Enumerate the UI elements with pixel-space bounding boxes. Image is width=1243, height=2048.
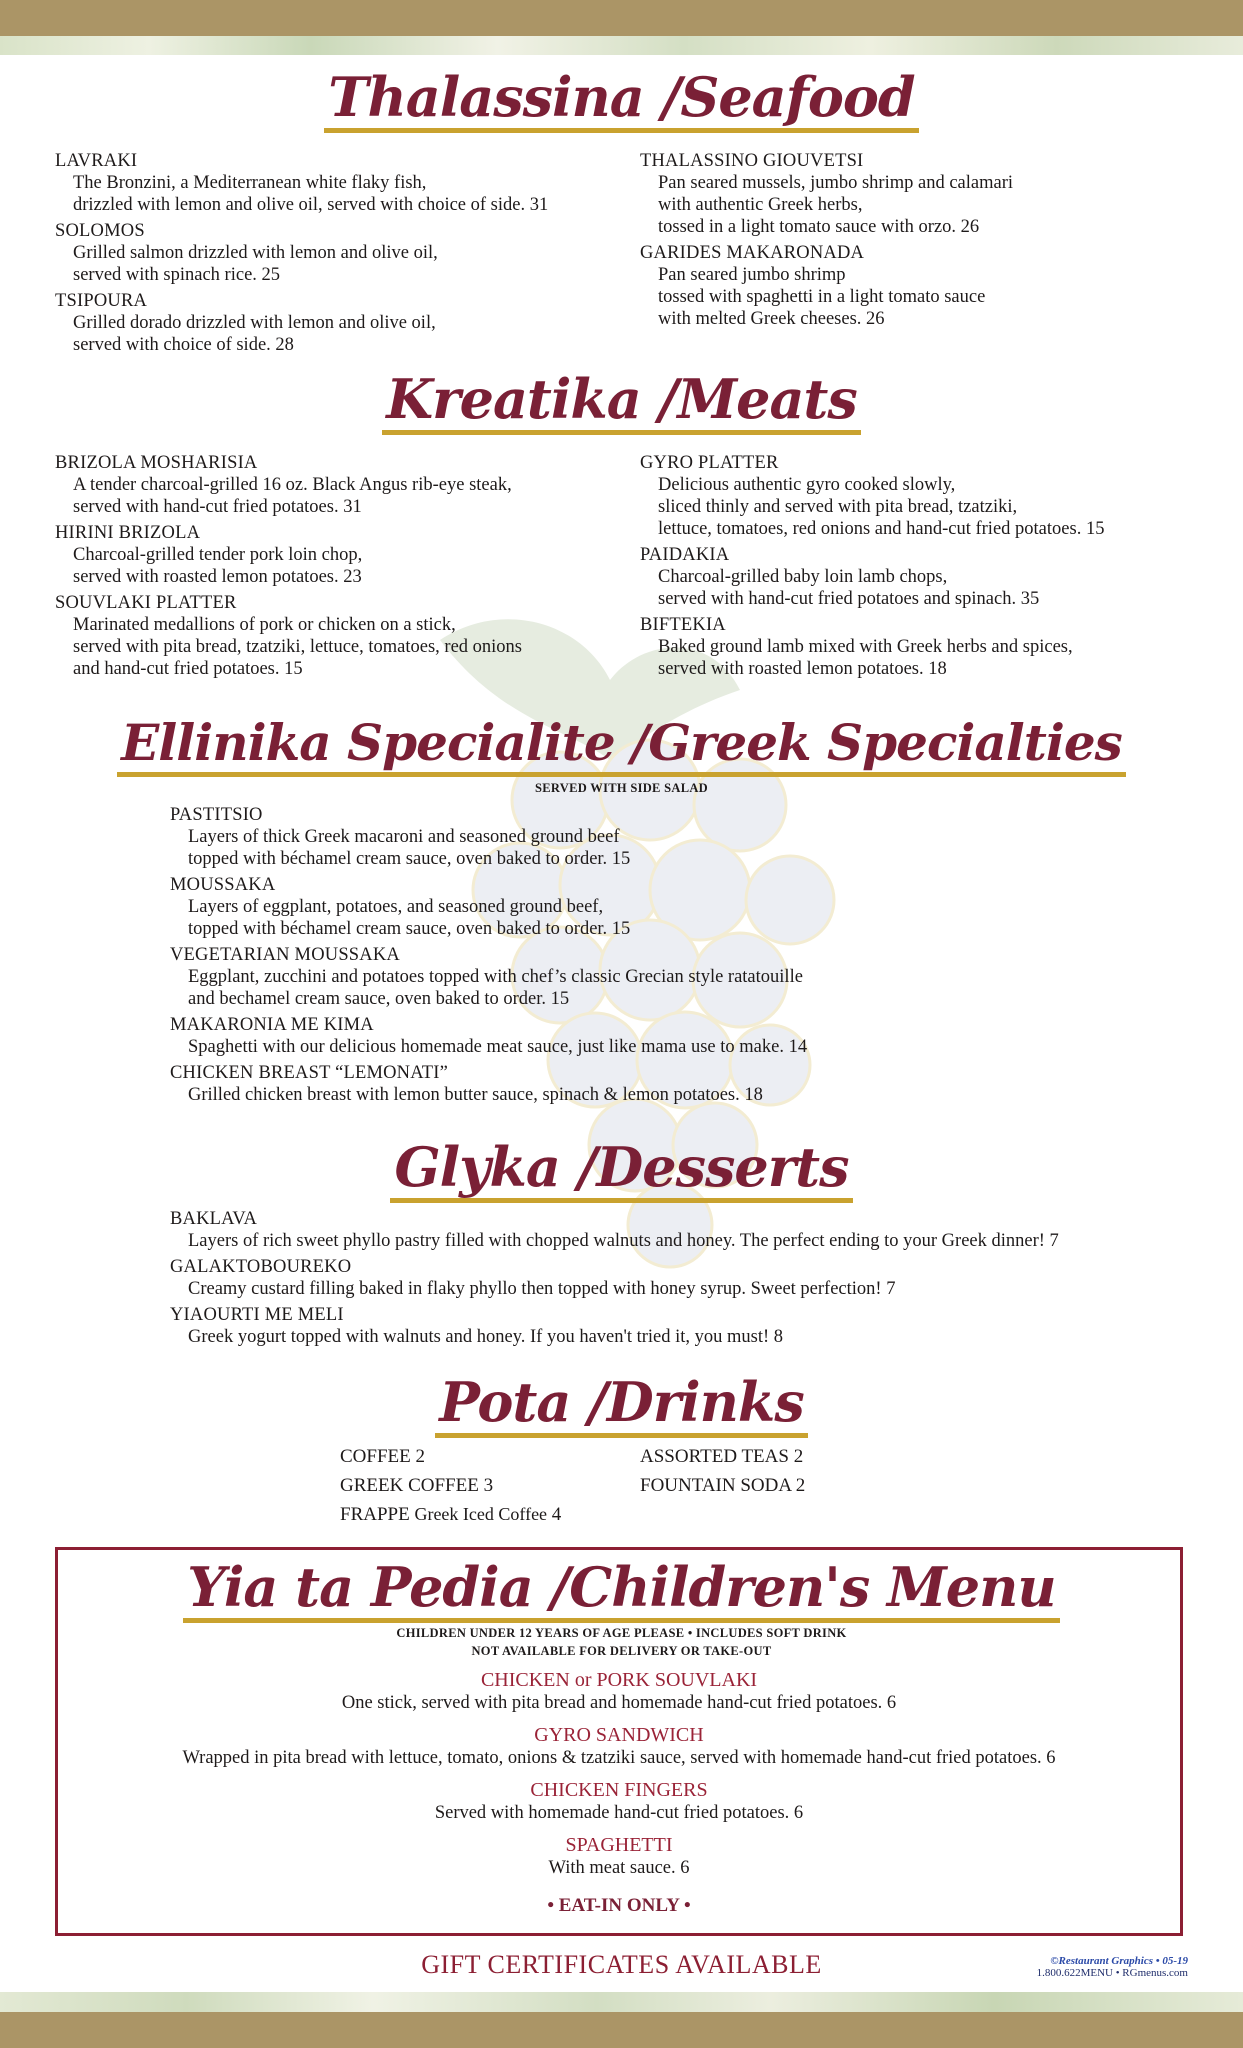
drink-item: GREEK COFFEE 3 bbox=[340, 1475, 494, 1496]
menu-item bbox=[170, 1062, 807, 1106]
item-desc: Spaghetti with our delicious homemade meat sauce, just like mama use to make. 14 bbox=[188, 1037, 808, 1057]
heading-childrens-menu: Yia ta Pedia /Children's Menu bbox=[0, 1560, 1243, 1623]
item-desc: topped with béchamel cream sauce, oven baked to order. 15 bbox=[188, 849, 631, 869]
item-name: BAKLAVA bbox=[170, 1209, 258, 1229]
item-desc: served with hand-cut fried potatoes. 31 bbox=[73, 497, 362, 517]
item-name: GYRO PLATTER bbox=[640, 453, 779, 473]
item-desc: Marinated medallions of pork or chicken on a stick, bbox=[73, 615, 456, 635]
item-desc: and bechamel cream sauce, oven baked to order. 15 bbox=[188, 989, 570, 1009]
menu-item bbox=[170, 874, 807, 940]
item-name: BIFTEKIA bbox=[640, 615, 726, 635]
item-name: TSIPOURA bbox=[55, 291, 148, 311]
item-desc: served with pita bread, tzatziki, lettuce, tomatoes, red onions bbox=[73, 637, 522, 657]
item-desc: with melted Greek cheeses. 26 bbox=[658, 309, 885, 329]
menu-item bbox=[55, 290, 548, 356]
item-desc: served with choice of side. 28 bbox=[73, 335, 294, 355]
item-name: MAKARONIA ME KIMA bbox=[170, 1015, 374, 1035]
menu-item bbox=[640, 242, 1013, 330]
childrens-note-2: NOT AVAILABLE FOR DELIVERY OR TAKE-OUT bbox=[471, 1644, 772, 1658]
menu-item bbox=[170, 1256, 1059, 1300]
item-name: GARIDES MAKARONADA bbox=[640, 243, 865, 263]
drink-item: COFFEE 2 bbox=[340, 1446, 425, 1467]
item-desc: Delicious authentic gyro cooked slowly, bbox=[658, 475, 956, 495]
top-band bbox=[0, 0, 1243, 36]
meats-left-column bbox=[55, 452, 522, 684]
menu-item bbox=[170, 1304, 1059, 1348]
item-desc: Eggplant, zucchini and potatoes topped with chef’s classic Grecian style ratatouille bbox=[188, 967, 803, 987]
item-name: HIRINI BRIZOLA bbox=[55, 523, 201, 543]
item-desc: Charcoal-grilled tender pork loin chop, bbox=[73, 545, 363, 565]
kid-item-desc: One stick, served with pita bread and homemade hand-cut fried potatoes. 6 bbox=[341, 1693, 897, 1713]
item-name: PAIDAKIA bbox=[640, 545, 730, 565]
heading-meats: Kreatika /Meats bbox=[0, 372, 1243, 435]
kid-item-name: CHICKEN or PORK SOUVLAKI bbox=[480, 1669, 758, 1691]
item-desc: Pan seared jumbo shrimp bbox=[658, 265, 846, 285]
kid-item-name: CHICKEN FINGERS bbox=[530, 1779, 708, 1801]
item-name: SOLOMOS bbox=[55, 221, 145, 241]
childrens-note-1: CHILDREN UNDER 12 YEARS OF AGE PLEASE • INCLUDES SOFT DRINK bbox=[396, 1626, 847, 1640]
item-desc: and hand-cut fried potatoes. 15 bbox=[73, 659, 303, 679]
meats-right-column bbox=[640, 452, 1104, 684]
item-desc: Grilled salmon drizzled with lemon and olive oil, bbox=[73, 243, 438, 263]
item-name: YIAOURTI ME MELI bbox=[170, 1305, 344, 1325]
drink-item: ASSORTED TEAS 2 bbox=[640, 1446, 804, 1467]
menu-item bbox=[640, 452, 1104, 540]
item-desc: Layers of eggplant, potatoes, and seasoned ground beef, bbox=[188, 897, 604, 917]
top-texture-strip bbox=[0, 36, 1243, 55]
menu-item bbox=[170, 1014, 807, 1058]
item-name: GALAKTOBOUREKO bbox=[170, 1257, 352, 1277]
menu-item bbox=[55, 522, 522, 588]
menu-item bbox=[55, 592, 522, 680]
credit-brand: ©Restaurant Graphics • 05-19 bbox=[1050, 1955, 1188, 1967]
drink-item: FOUNTAIN SODA 2 bbox=[640, 1475, 806, 1496]
childrens-items bbox=[55, 1668, 1183, 1917]
bottom-band bbox=[0, 2012, 1243, 2048]
item-name: CHICKEN BREAST “LEMONATI” bbox=[170, 1063, 449, 1083]
menu-item bbox=[55, 452, 522, 518]
drinks-right-column bbox=[640, 1442, 805, 1500]
heading-specialties: Ellinika Specialite /Greek Specialties bbox=[0, 718, 1243, 777]
bottom-texture-strip bbox=[0, 1992, 1243, 2012]
seafood-right-column bbox=[640, 150, 1013, 334]
eat-in-only-note: • EAT-IN ONLY • bbox=[547, 1895, 691, 1916]
item-desc: Grilled chicken breast with lemon butter sauce, spinach & lemon potatoes. 18 bbox=[188, 1085, 763, 1105]
item-desc: Layers of rich sweet phyllo pastry filled with chopped walnuts and honey. The perfect ending to your Greek dinner! 7 bbox=[188, 1231, 1059, 1251]
kid-item-name: GYRO SANDWICH bbox=[534, 1724, 704, 1746]
item-desc: Layers of thick Greek macaroni and seasoned ground beef bbox=[188, 827, 620, 847]
item-desc: served with spinach rice. 25 bbox=[73, 265, 281, 285]
specialties-note: SERVED WITH SIDE SALAD bbox=[535, 781, 708, 795]
item-desc: with authentic Greek herbs, bbox=[658, 195, 863, 215]
menu-item bbox=[640, 150, 1013, 238]
menu-item bbox=[55, 150, 548, 216]
kid-item-desc: With meat sauce. 6 bbox=[548, 1858, 690, 1878]
item-desc: topped with béchamel cream sauce, oven baked to order. 15 bbox=[188, 919, 631, 939]
item-desc: tossed with spaghetti in a light tomato sauce bbox=[658, 287, 986, 307]
menu-item bbox=[170, 804, 807, 870]
item-desc: served with hand-cut fried potatoes and spinach. 35 bbox=[658, 589, 1040, 609]
item-desc: Creamy custard filling baked in flaky phyllo then topped with honey syrup. Sweet perfection! 7 bbox=[188, 1279, 896, 1299]
menu-item bbox=[170, 944, 807, 1010]
credit-contact: 1.800.622MENU • RGmenus.com bbox=[1036, 1967, 1188, 1979]
desserts-column bbox=[170, 1208, 1059, 1352]
menu-item bbox=[640, 544, 1104, 610]
drink-item: FRAPPE Greek Iced Coffee 4 bbox=[340, 1504, 562, 1525]
item-desc: Pan seared mussels, jumbo shrimp and calamari bbox=[658, 173, 1014, 193]
drinks-left-column bbox=[340, 1442, 561, 1529]
kid-item-desc: Wrapped in pita bread with lettuce, tomato, onions & tzatziki sauce, served with homemade hand-cut fried potatoes. 6 bbox=[182, 1748, 1056, 1768]
item-desc: Greek yogurt topped with walnuts and honey. If you haven't tried it, you must! 8 bbox=[188, 1327, 784, 1347]
heading-seafood: Thalassina /Seafood bbox=[0, 70, 1243, 133]
gift-certificates-notice: GIFT CERTIFICATES AVAILABLE bbox=[421, 1950, 822, 1979]
item-desc: A tender charcoal-grilled 16 oz. Black Angus rib-eye steak, bbox=[73, 475, 512, 495]
item-name: SOUVLAKI PLATTER bbox=[55, 593, 237, 613]
heading-drinks: Pota /Drinks bbox=[0, 1375, 1243, 1438]
kid-item-desc: Served with homemade hand-cut fried potatoes. 6 bbox=[434, 1803, 804, 1823]
menu-item bbox=[170, 1208, 1059, 1252]
item-desc: The Bronzini, a Mediterranean white flaky fish, bbox=[73, 173, 427, 193]
item-desc: served with roasted lemon potatoes. 18 bbox=[658, 659, 947, 679]
item-name: THALASSINO GIOUVETSI bbox=[640, 151, 864, 171]
item-desc: Charcoal-grilled baby loin lamb chops, bbox=[658, 567, 948, 587]
item-desc: Grilled dorado drizzled with lemon and olive oil, bbox=[73, 313, 436, 333]
kid-item-name: SPAGHETTI bbox=[565, 1834, 673, 1856]
heading-desserts: Glyka /Desserts bbox=[0, 1140, 1243, 1203]
item-desc: tossed in a light tomato sauce with orzo. 26 bbox=[658, 217, 980, 237]
item-desc: sliced thinly and served with pita bread, tzatziki, bbox=[658, 497, 1018, 517]
printer-credit bbox=[1037, 1955, 1188, 1979]
item-name: BRIZOLA MOSHARISIA bbox=[55, 453, 258, 473]
menu-item bbox=[55, 220, 548, 286]
item-name: VEGETARIAN MOUSSAKA bbox=[170, 945, 400, 965]
menu-item bbox=[640, 614, 1104, 680]
item-desc: drizzled with lemon and olive oil, served with choice of side. 31 bbox=[73, 195, 549, 215]
seafood-left-column bbox=[55, 150, 548, 360]
specialties-column bbox=[170, 804, 807, 1110]
item-name: MOUSSAKA bbox=[170, 875, 276, 895]
item-name: LAVRAKI bbox=[55, 151, 138, 171]
item-desc: lettuce, tomatoes, red onions and hand-cut fried potatoes. 15 bbox=[658, 519, 1105, 539]
item-desc: served with roasted lemon potatoes. 23 bbox=[73, 567, 362, 587]
item-desc: Baked ground lamb mixed with Greek herbs and spices, bbox=[658, 637, 1073, 657]
item-name: PASTITSIO bbox=[170, 805, 263, 825]
